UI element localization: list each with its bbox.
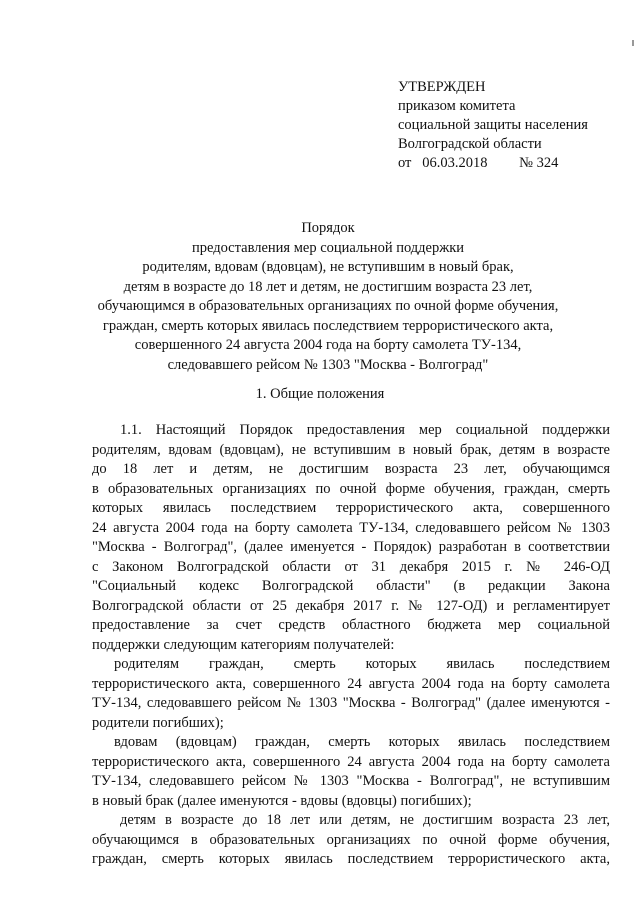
- approval-line-2: социальной защиты населения: [398, 117, 588, 133]
- body-line: граждан, смерть которых явилась последствием террористического акта,: [92, 851, 610, 867]
- approval-heading: УТВЕРЖДЕН: [398, 79, 486, 95]
- approval-number: № 324: [519, 155, 559, 171]
- body-line: 1.1. Настоящий Порядок предоставления мер социальной поддержки: [120, 422, 610, 438]
- title-line: предоставления мер социальной поддержки: [191, 239, 465, 256]
- body-line: с Законом Волгоградской области от 31 декабря 2015 г. № 246-ОД: [92, 558, 610, 575]
- approval-date: 06.03.2018: [422, 155, 488, 171]
- section-heading: 1. Общие положения: [255, 386, 385, 402]
- body-line: "Москва - Волгоград", (далее именуется - Порядок) разработан в соответствии: [92, 539, 610, 555]
- approval-stamp: [398, 78, 588, 173]
- approval-date-prefix: от: [398, 155, 412, 171]
- title-line: совершенного 24 августа 2004 года на борту самолета ТУ-134,: [134, 337, 522, 353]
- title-line: следовавшего рейсом № 1303 "Москва - Волгоград": [167, 356, 489, 373]
- body-line: поддержки следующим категориям получателей:: [92, 636, 395, 653]
- scan-mark: [632, 40, 634, 46]
- body-line: "Социальный кодекс Волгоградской области" (в редакции Закона: [92, 578, 610, 594]
- body-line: вдовам (вдовцам) граждан, смерть которых явилась последствием: [114, 734, 610, 750]
- title-line: Порядок: [301, 220, 355, 236]
- body-line: которых явилась последствием террористического акта, совершенного: [92, 500, 610, 516]
- body-line: ТУ-134, следовавшего рейсом № 1303 "Москва - Волгоград", не вступившим: [92, 773, 610, 789]
- document-title: [88, 219, 568, 375]
- body-line: родителям, вдовам (вдовцам), не вступившим в новый брак, детям в возрасте: [92, 441, 610, 458]
- document-body: [92, 421, 610, 870]
- title-line: граждан, смерть которых явилась последствием террористического акта,: [102, 317, 554, 334]
- body-line: родителям граждан, смерть которых явилась последствием: [114, 656, 610, 672]
- title-line: детям в возрасте до 18 лет и детям, не достигшим возраста 23 лет,: [123, 278, 533, 295]
- approval-date-line: [398, 154, 588, 173]
- title-line: обучающимся в образовательных организациях по очной форме обучения,: [97, 298, 559, 314]
- body-line: до 18 лет и детям, не достигшим возраста 23 лет, обучающимся: [92, 461, 610, 477]
- body-line: родители погибших);: [92, 714, 224, 731]
- body-line: обучающимся в образовательных организациях по очной форме обучения,: [92, 831, 610, 848]
- body-line: 24 августа 2004 года на борту самолета ТУ-134, следовавшего рейсом № 1303: [92, 519, 610, 536]
- body-line: предоставление за счет средств областного бюджета мер социальной: [92, 617, 610, 633]
- body-line: террористического акта, совершенного 24 августа 2004 года на борту самолета: [92, 675, 610, 692]
- approval-line-3: Волгоградской области: [398, 136, 542, 152]
- body-line: в образовательных организациях по очной форме обучения, граждан, смерть: [92, 480, 610, 497]
- body-line: Волгоградской области от 25 декабря 2017 г. № 127-ОД) и регламентирует: [92, 597, 610, 614]
- approval-line-1: приказом комитета: [398, 98, 516, 114]
- body-line: ТУ-134, следовавшего рейсом № 1303 "Москва - Волгоград" (далее именуются -: [92, 695, 610, 711]
- title-line: родителям, вдовам (вдовцам), не вступившим в новый брак,: [142, 259, 514, 275]
- body-line: в новый брак (далее именуются - вдовы (вдовцы) погибших);: [92, 792, 472, 809]
- body-line: террористического акта, совершенного 24 августа 2004 года на борту самолета: [92, 753, 610, 770]
- body-line: детям в возрасте до 18 лет или детям, не достигшим возраста 23 лет,: [120, 812, 610, 828]
